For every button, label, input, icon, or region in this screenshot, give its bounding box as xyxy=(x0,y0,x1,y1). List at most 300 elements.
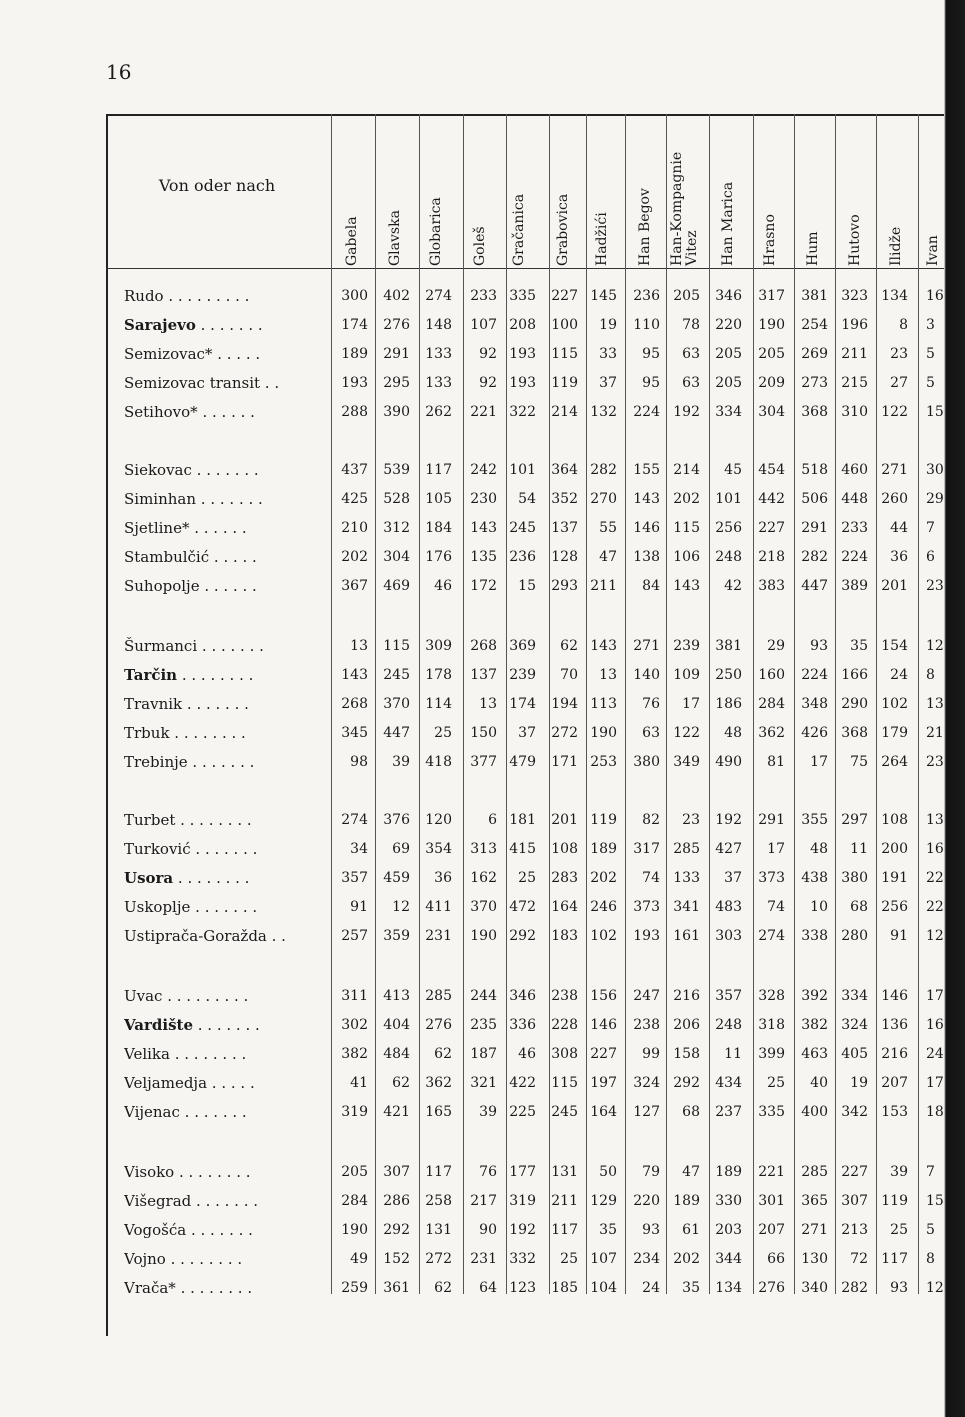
distance-cell: 288 xyxy=(341,404,368,420)
distance-cell: 115 xyxy=(383,638,410,654)
row-label xyxy=(124,490,324,508)
distance-cell: 228 xyxy=(551,1017,578,1033)
distance-cell: 355 xyxy=(801,812,828,828)
distance-cell: 238 xyxy=(551,988,578,1004)
distance-cell: 74 xyxy=(642,870,660,886)
distance-cell: 13 xyxy=(926,696,944,712)
distance-cell: 36 xyxy=(434,870,452,886)
distance-cell: 104 xyxy=(590,1280,617,1296)
distance-cell: 44 xyxy=(890,520,908,536)
distance-cell: 245 xyxy=(383,667,410,683)
distance-cell: 79 xyxy=(642,1164,660,1180)
distance-cell: 273 xyxy=(801,375,828,391)
distance-cell: 186 xyxy=(715,696,742,712)
distance-cell: 202 xyxy=(673,491,700,507)
distance-cell: 317 xyxy=(633,841,660,857)
distance-cell: 12 xyxy=(926,928,944,944)
distance-cell: 35 xyxy=(599,1222,617,1238)
distance-cell: 297 xyxy=(841,812,868,828)
column-header-label: Han Begov xyxy=(637,188,653,266)
column-header-label: Goleš xyxy=(472,226,488,266)
distance-cell: 93 xyxy=(642,1222,660,1238)
place-name: Vrača* xyxy=(124,1279,176,1297)
distance-cell: 364 xyxy=(551,462,578,478)
distance-cell: 194 xyxy=(551,696,578,712)
distance-cell: 13 xyxy=(350,638,368,654)
page-edge-shadow xyxy=(944,0,965,1417)
distance-cell: 295 xyxy=(383,375,410,391)
distance-cell: 283 xyxy=(551,870,578,886)
distance-cell: 292 xyxy=(383,1222,410,1238)
distance-cell: 131 xyxy=(551,1164,578,1180)
distance-cell: 454 xyxy=(758,462,785,478)
column-header-label: Hrasno xyxy=(762,214,778,266)
distance-cell: 264 xyxy=(881,754,908,770)
distance-cell: 29 xyxy=(926,491,944,507)
leader-dots: . . . . . . . . xyxy=(169,1045,247,1063)
distance-cell: 218 xyxy=(758,549,785,565)
distance-cell: 276 xyxy=(383,317,410,333)
distance-cell: 332 xyxy=(509,1251,536,1267)
distance-cell: 196 xyxy=(841,317,868,333)
distance-cell: 176 xyxy=(425,549,452,565)
distance-cell: 143 xyxy=(673,578,700,594)
distance-cell: 227 xyxy=(758,520,785,536)
distance-cell: 285 xyxy=(801,1164,828,1180)
distance-cell: 321 xyxy=(470,1075,497,1091)
distance-cell: 21 xyxy=(926,725,944,741)
distance-cell: 211 xyxy=(551,1193,578,1209)
distance-cell: 328 xyxy=(758,988,785,1004)
leader-dots: . . . . . . . . xyxy=(177,666,254,684)
distance-cell: 291 xyxy=(383,346,410,362)
distance-cell: 311 xyxy=(341,988,368,1004)
row-label xyxy=(124,869,324,887)
distance-cell: 197 xyxy=(590,1075,617,1091)
distance-cell: 217 xyxy=(470,1193,497,1209)
place-name: Stambulčić xyxy=(124,548,210,566)
distance-cell: 110 xyxy=(633,317,660,333)
distance-cell: 399 xyxy=(758,1046,785,1062)
distance-cell: 202 xyxy=(673,1251,700,1267)
distance-cell: 5 xyxy=(926,1222,935,1238)
distance-cell: 274 xyxy=(425,288,452,304)
distance-cell: 334 xyxy=(715,404,742,420)
distance-cell: 257 xyxy=(341,928,368,944)
distance-cell: 50 xyxy=(599,1164,617,1180)
distance-cell: 357 xyxy=(341,870,368,886)
column-header-label xyxy=(670,152,700,266)
distance-cell: 286 xyxy=(383,1193,410,1209)
distance-cell: 460 xyxy=(841,462,868,478)
distance-cell: 74 xyxy=(767,899,785,915)
distance-cell: 30 xyxy=(926,462,944,478)
distance-cell: 400 xyxy=(801,1104,828,1120)
distance-cell: 99 xyxy=(642,1046,660,1062)
distance-cell: 137 xyxy=(551,520,578,536)
distance-cell: 367 xyxy=(341,578,368,594)
distance-cell: 100 xyxy=(551,317,578,333)
distance-cell: 16 xyxy=(926,841,944,857)
distance-cell: 158 xyxy=(673,1046,700,1062)
distance-cell: 137 xyxy=(470,667,497,683)
distance-cell: 291 xyxy=(758,812,785,828)
distance-cell: 190 xyxy=(341,1222,368,1238)
distance-cell: 383 xyxy=(758,578,785,594)
distance-cell: 6 xyxy=(488,812,497,828)
distance-cell: 122 xyxy=(881,404,908,420)
column-header-label: Hadžići xyxy=(594,212,610,266)
distance-cell: 234 xyxy=(633,1251,660,1267)
distance-cell: 203 xyxy=(715,1222,742,1238)
place-name: Setihovo* xyxy=(124,403,198,421)
distance-cell: 160 xyxy=(758,667,785,683)
row-label xyxy=(124,1103,324,1121)
leader-dots: . . . . . . . xyxy=(190,840,258,858)
place-name: Rudo xyxy=(124,287,164,305)
column-header-label: Globarica xyxy=(428,197,444,266)
column-header-label: Ivan xyxy=(925,235,941,266)
distance-cell: 146 xyxy=(590,1017,617,1033)
distance-cell: 318 xyxy=(758,1017,785,1033)
distance-cell: 117 xyxy=(425,462,452,478)
distance-cell: 479 xyxy=(509,754,536,770)
distance-cell: 75 xyxy=(850,754,868,770)
distance-cell: 239 xyxy=(673,638,700,654)
distance-cell: 216 xyxy=(881,1046,908,1062)
column-header-label: Hutovo xyxy=(847,214,863,266)
distance-cell: 161 xyxy=(673,928,700,944)
distance-cell: 438 xyxy=(801,870,828,886)
distance-cell: 63 xyxy=(682,346,700,362)
distance-cell: 63 xyxy=(642,725,660,741)
distance-cell: 25 xyxy=(767,1075,785,1091)
place-name: Trebinje xyxy=(124,753,188,771)
distance-cell: 284 xyxy=(758,696,785,712)
leader-dots: . . . . . . . xyxy=(193,1016,260,1034)
distance-cell: 244 xyxy=(470,988,497,1004)
distance-cell: 45 xyxy=(724,462,742,478)
distance-cell: 411 xyxy=(425,899,452,915)
distance-cell: 193 xyxy=(633,928,660,944)
distance-cell: 7 xyxy=(926,520,935,536)
distance-cell: 258 xyxy=(425,1193,452,1209)
distance-cell: 272 xyxy=(551,725,578,741)
distance-cell: 208 xyxy=(509,317,536,333)
column-divider xyxy=(918,114,919,1294)
distance-cell: 225 xyxy=(509,1104,536,1120)
distance-cell: 415 xyxy=(509,841,536,857)
distance-cell: 48 xyxy=(724,725,742,741)
distance-cell: 46 xyxy=(518,1046,536,1062)
distance-cell: 268 xyxy=(341,696,368,712)
distance-cell: 231 xyxy=(425,928,452,944)
distance-cell: 148 xyxy=(425,317,452,333)
distance-cell: 193 xyxy=(509,375,536,391)
distance-cell: 25 xyxy=(890,1222,908,1238)
distance-cell: 33 xyxy=(599,346,617,362)
distance-cell: 134 xyxy=(881,288,908,304)
distance-cell: 211 xyxy=(590,578,617,594)
row-label xyxy=(124,637,324,655)
distance-cell: 442 xyxy=(758,491,785,507)
distance-cell: 336 xyxy=(509,1017,536,1033)
distance-cell: 189 xyxy=(715,1164,742,1180)
distance-cell: 25 xyxy=(434,725,452,741)
distance-cell: 324 xyxy=(633,1075,660,1091)
distance-cell: 248 xyxy=(715,1017,742,1033)
distance-cell: 119 xyxy=(551,375,578,391)
distance-cell: 84 xyxy=(642,578,660,594)
distance-cell: 284 xyxy=(341,1193,368,1209)
distance-cell: 41 xyxy=(350,1075,368,1091)
row-label xyxy=(124,577,324,595)
row-label xyxy=(124,1279,324,1297)
distance-cell: 174 xyxy=(341,317,368,333)
place-name: Sarajevo xyxy=(124,316,196,334)
place-name: Vijenac xyxy=(124,1103,180,1121)
distance-cell: 224 xyxy=(841,549,868,565)
distance-cell: 13 xyxy=(479,696,497,712)
leader-dots: . . . . . . . xyxy=(196,490,263,508)
distance-cell: 25 xyxy=(518,870,536,886)
distance-cell: 447 xyxy=(801,578,828,594)
distance-cell: 437 xyxy=(341,462,368,478)
distance-cell: 313 xyxy=(470,841,497,857)
distance-cell: 69 xyxy=(392,841,410,857)
distance-cell: 202 xyxy=(590,870,617,886)
distance-cell: 24 xyxy=(890,667,908,683)
distance-cell: 178 xyxy=(425,667,452,683)
leader-dots: . . . . . . . . . xyxy=(163,287,250,305)
place-name: Šurmanci xyxy=(124,637,198,655)
distance-cell: 12 xyxy=(926,1280,944,1296)
distance-cell: 29 xyxy=(767,638,785,654)
distance-cell: 35 xyxy=(682,1280,700,1296)
distance-cell: 382 xyxy=(341,1046,368,1062)
distance-cell: 206 xyxy=(673,1017,700,1033)
distance-cell: 250 xyxy=(715,667,742,683)
distance-cell: 205 xyxy=(715,375,742,391)
distance-cell: 274 xyxy=(758,928,785,944)
distance-cell: 290 xyxy=(841,696,868,712)
distance-cell: 5 xyxy=(926,375,935,391)
distance-cell: 70 xyxy=(560,667,578,683)
distance-cell: 335 xyxy=(509,288,536,304)
place-name: Siminhan xyxy=(124,490,197,508)
distance-cell: 248 xyxy=(715,549,742,565)
distance-cell: 484 xyxy=(383,1046,410,1062)
distance-cell: 271 xyxy=(801,1222,828,1238)
distance-cell: 193 xyxy=(509,346,536,362)
header-divider xyxy=(106,268,948,269)
corner-label: Von oder nach xyxy=(158,176,276,195)
distance-cell: 227 xyxy=(551,288,578,304)
table-left-border xyxy=(106,114,108,1336)
distance-cell: 192 xyxy=(509,1222,536,1238)
distance-cell: 425 xyxy=(341,491,368,507)
distance-cell: 285 xyxy=(673,841,700,857)
place-name: Semizovac transit xyxy=(124,374,261,392)
distance-cell: 324 xyxy=(841,1017,868,1033)
row-label xyxy=(124,898,324,916)
row-label xyxy=(124,519,324,537)
distance-cell: 518 xyxy=(801,462,828,478)
distance-cell: 418 xyxy=(425,754,452,770)
leader-dots: . . . . . xyxy=(209,548,257,566)
distance-cell: 317 xyxy=(758,288,785,304)
row-label xyxy=(124,1163,324,1181)
distance-cell: 260 xyxy=(881,491,908,507)
distance-cell: 140 xyxy=(633,667,660,683)
distance-cell: 49 xyxy=(350,1251,368,1267)
distance-cell: 113 xyxy=(590,696,617,712)
distance-cell: 23 xyxy=(926,754,944,770)
distance-cell: 115 xyxy=(551,1075,578,1091)
distance-cell: 40 xyxy=(810,1075,828,1091)
distance-cell: 179 xyxy=(881,725,908,741)
distance-cell: 365 xyxy=(801,1193,828,1209)
place-name: Suhopolje xyxy=(124,577,200,595)
distance-cell: 231 xyxy=(470,1251,497,1267)
distance-cell: 262 xyxy=(425,404,452,420)
distance-cell: 200 xyxy=(881,841,908,857)
distance-cell: 256 xyxy=(715,520,742,536)
distance-cell: 201 xyxy=(551,812,578,828)
place-name: Sjetline* xyxy=(124,519,190,537)
distance-cell: 143 xyxy=(633,491,660,507)
distance-cell: 227 xyxy=(590,1046,617,1062)
distance-cell: 205 xyxy=(715,346,742,362)
distance-cell: 368 xyxy=(841,725,868,741)
leader-dots: . . . . . . xyxy=(197,403,255,421)
distance-cell: 154 xyxy=(881,638,908,654)
distance-cell: 145 xyxy=(590,288,617,304)
distance-cell: 434 xyxy=(715,1075,742,1091)
distance-cell: 300 xyxy=(341,288,368,304)
distance-cell: 359 xyxy=(383,928,410,944)
row-label xyxy=(124,724,324,742)
distance-cell: 354 xyxy=(425,841,452,857)
distance-cell: 335 xyxy=(758,1104,785,1120)
distance-cell: 6 xyxy=(926,549,935,565)
distance-cell: 130 xyxy=(801,1251,828,1267)
distance-cell: 153 xyxy=(881,1104,908,1120)
distance-cell: 164 xyxy=(551,899,578,915)
distance-cell: 54 xyxy=(518,491,536,507)
distance-cell: 271 xyxy=(633,638,660,654)
distance-cell: 377 xyxy=(470,754,497,770)
distance-cell: 13 xyxy=(599,667,617,683)
column-header-label: Han Marica xyxy=(720,181,736,266)
place-name: Vojno xyxy=(124,1250,166,1268)
distance-cell: 404 xyxy=(383,1017,410,1033)
distance-cell: 17 xyxy=(810,754,828,770)
distance-cell: 63 xyxy=(682,375,700,391)
distance-cell: 334 xyxy=(841,988,868,1004)
distance-cell: 155 xyxy=(633,462,660,478)
distance-cell: 402 xyxy=(383,288,410,304)
distance-cell: 135 xyxy=(470,549,497,565)
distance-cell: 269 xyxy=(801,346,828,362)
distance-cell: 192 xyxy=(673,404,700,420)
place-name: Trbuk xyxy=(124,724,170,742)
distance-cell: 16 xyxy=(926,1017,944,1033)
distance-cell: 95 xyxy=(642,346,660,362)
distance-cell: 190 xyxy=(590,725,617,741)
distance-cell: 270 xyxy=(590,491,617,507)
distance-cell: 35 xyxy=(850,638,868,654)
distance-cell: 117 xyxy=(881,1251,908,1267)
place-name: Turbet xyxy=(124,811,176,829)
distance-cell: 37 xyxy=(724,870,742,886)
distance-cell: 227 xyxy=(841,1164,868,1180)
distance-cell: 165 xyxy=(425,1104,452,1120)
distance-cell: 346 xyxy=(509,988,536,1004)
distance-cell: 3 xyxy=(926,317,935,333)
distance-cell: 421 xyxy=(383,1104,410,1120)
row-label xyxy=(124,461,324,479)
distance-cell: 108 xyxy=(551,841,578,857)
distance-cell: 292 xyxy=(673,1075,700,1091)
place-name: Veljamedja xyxy=(124,1074,208,1092)
distance-cell: 389 xyxy=(841,578,868,594)
distance-cell: 193 xyxy=(341,375,368,391)
distance-cell: 8 xyxy=(926,1251,935,1267)
distance-cell: 10 xyxy=(810,899,828,915)
distance-cell: 17 xyxy=(682,696,700,712)
row-label xyxy=(124,1250,324,1268)
row-label xyxy=(124,1192,324,1210)
distance-cell: 146 xyxy=(633,520,660,536)
distance-cell: 39 xyxy=(392,754,410,770)
leader-dots: . . . . . . . xyxy=(186,1221,253,1239)
distance-cell: 62 xyxy=(434,1046,452,1062)
distance-cell: 323 xyxy=(841,288,868,304)
distance-cell: 303 xyxy=(715,928,742,944)
distance-cell: 463 xyxy=(801,1046,828,1062)
distance-cell: 23 xyxy=(926,578,944,594)
distance-cell: 376 xyxy=(383,812,410,828)
distance-cell: 216 xyxy=(673,988,700,1004)
distance-cell: 184 xyxy=(425,520,452,536)
place-name: Uvac xyxy=(124,987,163,1005)
place-name: Visoko xyxy=(124,1163,175,1181)
distance-cell: 310 xyxy=(841,404,868,420)
place-name: Semizovac* xyxy=(124,345,213,363)
distance-cell: 98 xyxy=(350,754,368,770)
distance-cell: 268 xyxy=(470,638,497,654)
distance-cell: 191 xyxy=(881,870,908,886)
distance-cell: 27 xyxy=(890,375,908,391)
distance-cell: 143 xyxy=(470,520,497,536)
distance-cell: 282 xyxy=(590,462,617,478)
leader-dots: . . . . . . . xyxy=(190,898,258,916)
distance-cell: 68 xyxy=(850,899,868,915)
distance-cell: 282 xyxy=(841,1280,868,1296)
distance-cell: 214 xyxy=(551,404,578,420)
distance-cell: 25 xyxy=(560,1251,578,1267)
distance-cell: 381 xyxy=(715,638,742,654)
distance-cell: 133 xyxy=(673,870,700,886)
distance-cell: 115 xyxy=(551,346,578,362)
distance-cell: 11 xyxy=(850,841,868,857)
row-label xyxy=(124,345,324,363)
distance-cell: 368 xyxy=(801,404,828,420)
distance-cell: 272 xyxy=(425,1251,452,1267)
distance-cell: 373 xyxy=(633,899,660,915)
distance-cell: 150 xyxy=(470,725,497,741)
